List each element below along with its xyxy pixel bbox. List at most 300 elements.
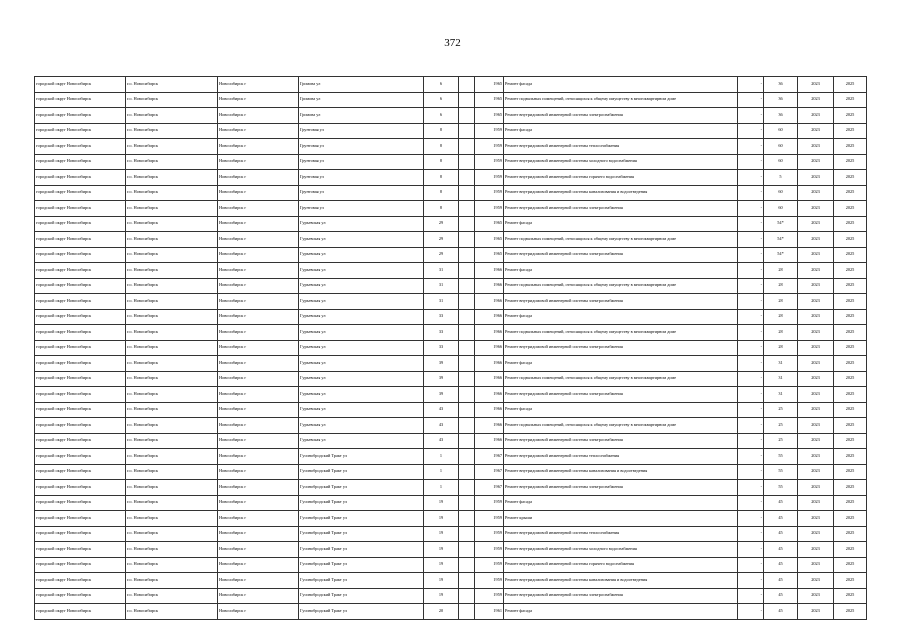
cell-street: Гусинобродский Тракт ул [299,588,424,604]
cell-district: г.о. Новосибирск [126,139,218,155]
cell-building [459,356,475,372]
table-row [35,387,867,403]
cell-street: Гурьевская ул [299,247,424,263]
cell-street: Гурьевская ул [299,402,424,418]
cell-year-end: 2025 [834,356,867,372]
cell-year-start: 2023 [798,464,834,480]
cell-apartments: 31 [764,356,798,372]
cell-dash: - [738,526,764,542]
cell-settlement: Новосибирск г [218,263,299,279]
cell-street: Гурьевская ул [299,371,424,387]
cell-building [459,511,475,527]
cell-building [459,526,475,542]
cell-year-end: 2025 [834,449,867,465]
cell-year-end: 2025 [834,123,867,139]
cell-building [459,387,475,403]
table-row [35,356,867,372]
cell-year-start: 2023 [798,604,834,620]
cell-year-built: 1965 [475,216,504,232]
cell-municipality: городской округ Новосибирск [35,294,126,310]
cell-municipality: городской округ Новосибирск [35,263,126,279]
cell-district: г.о. Новосибирск [126,495,218,511]
table-row [35,325,867,341]
cell-street: Грунтовая ул [299,123,424,139]
cell-year-start: 2023 [798,511,834,527]
cell-dash: - [738,247,764,263]
cell-street: Грунтовая ул [299,201,424,217]
cell-work-type: Ремонт подвальных помещений, относящихся к общему имуществу в многоквартирном доме [504,371,738,387]
table-row [35,418,867,434]
cell-municipality: городской округ Новосибирск [35,573,126,589]
cell-house-number: 6 [424,77,459,93]
cell-year-built: 1966 [475,387,504,403]
table-row [35,123,867,139]
cell-municipality: городской округ Новосибирск [35,542,126,558]
cell-building [459,480,475,496]
cell-street: Гурьевская ул [299,325,424,341]
cell-settlement: Новосибирск г [218,402,299,418]
cell-district: г.о. Новосибирск [126,402,218,418]
cell-year-end: 2025 [834,464,867,480]
cell-year-end: 2025 [834,154,867,170]
cell-work-type: Ремонт внутридомовой инженерной системы электроснабжения [504,294,738,310]
cell-year-end: 2025 [834,309,867,325]
cell-house-number: 31 [424,263,459,279]
cell-district: г.о. Новосибирск [126,294,218,310]
cell-house-number: 43 [424,433,459,449]
cell-year-end: 2025 [834,557,867,573]
cell-municipality: городской округ Новосибирск [35,356,126,372]
cell-year-end: 2025 [834,325,867,341]
cell-settlement: Новосибирск г [218,511,299,527]
cell-dash: - [738,356,764,372]
cell-street: Гусинобродский Тракт ул [299,449,424,465]
cell-street: Гурьевская ул [299,356,424,372]
cell-year-built: 1959 [475,170,504,186]
cell-year-start: 2023 [798,371,834,387]
cell-year-end: 2025 [834,542,867,558]
cell-year-start: 2023 [798,201,834,217]
cell-year-start: 2023 [798,139,834,155]
cell-street: Гурьевская ул [299,263,424,279]
cell-building [459,449,475,465]
cell-dash: - [738,201,764,217]
cell-dash: - [738,232,764,248]
cell-building [459,294,475,310]
cell-street: Гурьевская ул [299,216,424,232]
cell-house-number: 8 [424,139,459,155]
cell-year-built: 1967 [475,480,504,496]
cell-settlement: Новосибирск г [218,123,299,139]
cell-dash: - [738,449,764,465]
cell-year-end: 2025 [834,340,867,356]
cell-street: Гусинобродский Тракт ул [299,526,424,542]
table-row [35,371,867,387]
cell-work-type: Ремонт подвальных помещений, относящихся к общему имуществу в многоквартирном доме [504,232,738,248]
cell-settlement: Новосибирск г [218,77,299,93]
cell-settlement: Новосибирск г [218,542,299,558]
cell-year-start: 2023 [798,449,834,465]
cell-building [459,247,475,263]
cell-district: г.о. Новосибирск [126,309,218,325]
cell-apartments: 25 [764,402,798,418]
cell-year-end: 2025 [834,216,867,232]
table-row [35,604,867,620]
cell-work-type: Ремонт внутридомовой инженерной системы канализования и водоотведения [504,464,738,480]
table-body [35,77,867,620]
cell-municipality: городской округ Новосибирск [35,418,126,434]
table-row [35,294,867,310]
cell-apartments: 45 [764,495,798,511]
cell-apartments: 45 [764,573,798,589]
table-row [35,201,867,217]
cell-year-built: 1959 [475,588,504,604]
cell-year-built: 1966 [475,402,504,418]
cell-settlement: Новосибирск г [218,170,299,186]
cell-settlement: Новосибирск г [218,526,299,542]
cell-district: г.о. Новосибирск [126,278,218,294]
cell-district: г.о. Новосибирск [126,449,218,465]
cell-municipality: городской округ Новосибирск [35,92,126,108]
cell-year-start: 2023 [798,92,834,108]
cell-year-built: 1965 [475,108,504,124]
cell-year-built: 1966 [475,263,504,279]
cell-municipality: городской округ Новосибирск [35,108,126,124]
cell-apartments: 31 [764,371,798,387]
table-row [35,77,867,93]
cell-work-type: Ремонт внутридомовой инженерной системы теплоснабжения [504,139,738,155]
cell-building [459,201,475,217]
cell-year-start: 2023 [798,356,834,372]
cell-dash: - [738,185,764,201]
cell-year-start: 2023 [798,278,834,294]
cell-work-type: Ремонт внутридомовой инженерной системы электроснабжения [504,201,738,217]
cell-work-type: Ремонт внутридомовой инженерной системы электроснабжения [504,480,738,496]
cell-house-number: 29 [424,247,459,263]
cell-dash: - [738,387,764,403]
cell-year-start: 2023 [798,573,834,589]
cell-dash: - [738,154,764,170]
cell-dash: - [738,402,764,418]
cell-building [459,77,475,93]
cell-year-start: 2023 [798,123,834,139]
cell-settlement: Новосибирск г [218,371,299,387]
cell-municipality: городской округ Новосибирск [35,247,126,263]
cell-street: Гусинобродский Тракт ул [299,464,424,480]
cell-municipality: городской округ Новосибирск [35,201,126,217]
cell-municipality: городской округ Новосибирск [35,185,126,201]
cell-house-number: 19 [424,588,459,604]
cell-street: Громова ул [299,92,424,108]
cell-work-type: Ремонт подвальных помещений, относящихся к общему имуществу в многоквартирном доме [504,92,738,108]
cell-apartments: 45 [764,604,798,620]
cell-building [459,371,475,387]
cell-settlement: Новосибирск г [218,464,299,480]
cell-settlement: Новосибирск г [218,449,299,465]
cell-year-start: 2023 [798,263,834,279]
cell-house-number: 19 [424,495,459,511]
cell-year-start: 2023 [798,526,834,542]
cell-year-start: 2023 [798,185,834,201]
table-row [35,278,867,294]
cell-settlement: Новосибирск г [218,433,299,449]
cell-municipality: городской округ Новосибирск [35,511,126,527]
cell-year-start: 2023 [798,170,834,186]
cell-year-end: 2025 [834,604,867,620]
cell-district: г.о. Новосибирск [126,573,218,589]
cell-dash: - [738,216,764,232]
cell-work-type: Ремонт крыши [504,511,738,527]
cell-municipality: городской округ Новосибирск [35,123,126,139]
cell-apartments: 36 [764,92,798,108]
cell-dash: - [738,495,764,511]
cell-street: Гусинобродский Тракт ул [299,573,424,589]
cell-house-number: 8 [424,185,459,201]
cell-apartments: 45 [764,542,798,558]
cell-street: Гусинобродский Тракт ул [299,495,424,511]
cell-building [459,123,475,139]
cell-dash: - [738,371,764,387]
cell-district: г.о. Новосибирск [126,340,218,356]
cell-street: Гусинобродский Тракт ул [299,511,424,527]
cell-municipality: городской округ Новосибирск [35,139,126,155]
cell-street: Громова ул [299,108,424,124]
cell-apartments: 25 [764,433,798,449]
cell-dash: - [738,139,764,155]
table-row [35,216,867,232]
cell-work-type: Ремонт внутридомовой инженерной системы горячего водоснабжения [504,170,738,186]
cell-apartments: 28 [764,309,798,325]
cell-year-start: 2023 [798,387,834,403]
cell-year-start: 2023 [798,433,834,449]
cell-building [459,433,475,449]
cell-year-built: 1959 [475,123,504,139]
cell-house-number: 6 [424,92,459,108]
cell-year-built: 1965 [475,92,504,108]
cell-building [459,92,475,108]
cell-year-built: 1959 [475,185,504,201]
cell-apartments: 54* [764,232,798,248]
cell-year-built: 1967 [475,449,504,465]
cell-dash: - [738,604,764,620]
cell-dash: - [738,340,764,356]
cell-apartments: 36 [764,77,798,93]
cell-house-number: 8 [424,123,459,139]
cell-year-built: 1967 [475,464,504,480]
cell-year-end: 2025 [834,201,867,217]
cell-street: Гурьевская ул [299,418,424,434]
cell-dash: - [738,294,764,310]
cell-district: г.о. Новосибирск [126,557,218,573]
cell-building [459,185,475,201]
table-row [35,232,867,248]
cell-year-end: 2025 [834,247,867,263]
cell-building [459,418,475,434]
cell-dash: - [738,464,764,480]
cell-house-number: 31 [424,278,459,294]
cell-work-type: Ремонт фасада [504,263,738,279]
cell-dash: - [738,542,764,558]
cell-apartments: 60 [764,139,798,155]
table-row [35,402,867,418]
table-row [35,464,867,480]
cell-house-number: 33 [424,340,459,356]
cell-house-number: 6 [424,108,459,124]
cell-year-end: 2025 [834,263,867,279]
cell-dash: - [738,557,764,573]
cell-house-number: 39 [424,371,459,387]
cell-year-end: 2025 [834,77,867,93]
cell-work-type: Ремонт фасада [504,309,738,325]
cell-district: г.о. Новосибирск [126,123,218,139]
cell-municipality: городской округ Новосибирск [35,526,126,542]
cell-municipality: городской округ Новосибирск [35,232,126,248]
cell-street: Гурьевская ул [299,309,424,325]
cell-district: г.о. Новосибирск [126,77,218,93]
cell-year-end: 2025 [834,588,867,604]
cell-year-built: 1966 [475,278,504,294]
cell-apartments: 54* [764,247,798,263]
cell-building [459,557,475,573]
cell-year-end: 2025 [834,495,867,511]
cell-year-built: 1959 [475,139,504,155]
cell-apartments: 28 [764,294,798,310]
cell-district: г.о. Новосибирск [126,480,218,496]
cell-year-built: 1959 [475,201,504,217]
cell-year-end: 2025 [834,278,867,294]
cell-house-number: 1 [424,449,459,465]
cell-street: Громова ул [299,77,424,93]
cell-apartments: 28 [764,340,798,356]
cell-settlement: Новосибирск г [218,588,299,604]
cell-work-type: Ремонт внутридомовой инженерной системы холодного водоснабжения [504,542,738,558]
cell-settlement: Новосибирск г [218,325,299,341]
cell-dash: - [738,92,764,108]
cell-work-type: Ремонт внутридомовой инженерной системы канализования и водоотведения [504,185,738,201]
cell-settlement: Новосибирск г [218,278,299,294]
table-row [35,449,867,465]
cell-apartments: 60 [764,123,798,139]
cell-district: г.о. Новосибирск [126,263,218,279]
cell-building [459,232,475,248]
cell-district: г.о. Новосибирск [126,418,218,434]
cell-year-built: 1965 [475,77,504,93]
table-row [35,526,867,542]
cell-year-start: 2023 [798,232,834,248]
cell-work-type: Ремонт внутридомовой инженерной системы электроснабжения [504,108,738,124]
cell-district: г.о. Новосибирск [126,588,218,604]
cell-apartments: 25 [764,418,798,434]
cell-municipality: городской округ Новосибирск [35,216,126,232]
cell-district: г.о. Новосибирск [126,325,218,341]
cell-apartments: 54* [764,216,798,232]
cell-year-built: 1966 [475,340,504,356]
table-row [35,573,867,589]
cell-house-number: 31 [424,294,459,310]
cell-year-end: 2025 [834,402,867,418]
cell-house-number: 19 [424,542,459,558]
cell-apartments: 45 [764,526,798,542]
cell-work-type: Ремонт внутридомовой инженерной системы теплоснабжения [504,526,738,542]
cell-year-built: 1959 [475,511,504,527]
table-row [35,139,867,155]
cell-year-start: 2023 [798,216,834,232]
cell-work-type: Ремонт фасада [504,123,738,139]
cell-year-built: 1965 [475,247,504,263]
cell-dash: - [738,418,764,434]
cell-year-built: 1966 [475,418,504,434]
cell-apartments: 55 [764,449,798,465]
page-number: 372 [444,37,461,49]
cell-street: Грунтовая ул [299,154,424,170]
cell-district: г.о. Новосибирск [126,201,218,217]
cell-municipality: городской округ Новосибирск [35,325,126,341]
cell-house-number: 19 [424,573,459,589]
cell-building [459,588,475,604]
cell-street: Гурьевская ул [299,278,424,294]
cell-apartments: 28 [764,278,798,294]
table-row [35,480,867,496]
cell-year-built: 1966 [475,309,504,325]
cell-year-built: 1966 [475,433,504,449]
cell-apartments: 55 [764,464,798,480]
cell-work-type: Ремонт подвальных помещений, относящихся к общему имуществу в многоквартирном доме [504,325,738,341]
cell-street: Гусинобродский Тракт ул [299,557,424,573]
cell-municipality: городской округ Новосибирск [35,154,126,170]
cell-settlement: Новосибирск г [218,247,299,263]
capital-repair-table [34,76,867,620]
cell-municipality: городской округ Новосибирск [35,604,126,620]
cell-year-built: 1966 [475,294,504,310]
cell-district: г.о. Новосибирск [126,232,218,248]
table-row [35,170,867,186]
cell-work-type: Ремонт подвальных помещений, относящихся к общему имуществу в многоквартирном доме [504,418,738,434]
cell-dash: - [738,325,764,341]
cell-house-number: 1 [424,480,459,496]
cell-work-type: Ремонт фасада [504,77,738,93]
cell-building [459,325,475,341]
table-row [35,557,867,573]
cell-street: Гусинобродский Тракт ул [299,480,424,496]
cell-building [459,216,475,232]
cell-year-end: 2025 [834,480,867,496]
cell-settlement: Новосибирск г [218,294,299,310]
cell-district: г.о. Новосибирск [126,170,218,186]
cell-dash: - [738,170,764,186]
table-row [35,263,867,279]
cell-dash: - [738,511,764,527]
cell-year-built: 1966 [475,371,504,387]
cell-year-end: 2025 [834,170,867,186]
cell-settlement: Новосибирск г [218,309,299,325]
cell-year-built: 1959 [475,542,504,558]
cell-year-built: 1959 [475,557,504,573]
cell-settlement: Новосибирск г [218,418,299,434]
cell-street: Гурьевская ул [299,294,424,310]
cell-year-end: 2025 [834,139,867,155]
cell-work-type: Ремонт внутридомовой инженерной системы канализования и водоотведения [504,573,738,589]
cell-settlement: Новосибирск г [218,356,299,372]
cell-house-number: 20 [424,604,459,620]
cell-dash: - [738,309,764,325]
cell-district: г.о. Новосибирск [126,356,218,372]
cell-building [459,154,475,170]
cell-year-built: 1959 [475,154,504,170]
cell-work-type: Ремонт внутридомовой инженерной системы холодного водоснабжения [504,154,738,170]
cell-municipality: городской округ Новосибирск [35,433,126,449]
cell-district: г.о. Новосибирск [126,433,218,449]
cell-house-number: 8 [424,201,459,217]
